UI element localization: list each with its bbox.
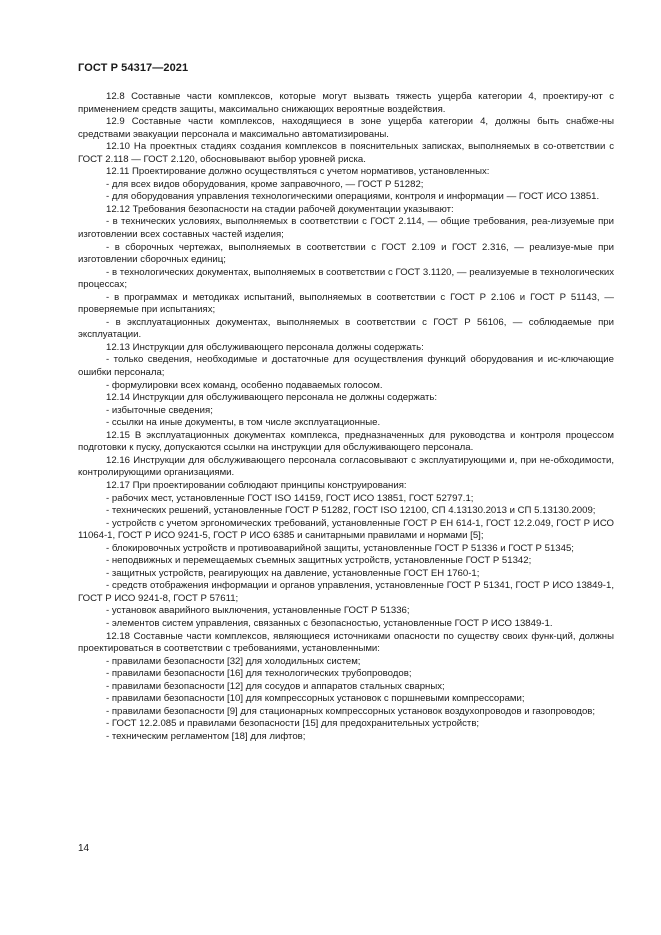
list-item: - рабочих мест, установленные ГОСТ ISO 14159, ГОСТ ИСО 13851, ГОСТ 52797.1; [106, 492, 474, 504]
list-item: - в сборочных чертежах, выполняемых в соответствии с ГОСТ 2.109 и ГОСТ 2.316, — реализуе-мые при изготовлении сборочных единиц; [78, 241, 614, 266]
list-item: - ГОСТ 12.2.085 и правилами безопасности [15] для предохранительных устройств; [106, 718, 480, 730]
list-item: - правилами безопасности [16] для технологических трубопроводов; [106, 668, 412, 680]
paragraph-12-17: 12.17 При проектировании соблюдают принципы конструирования: [106, 479, 407, 491]
paragraph-12-10: 12.10 На проектных стадиях создания комплексов в пояснительных записках, выполняемых в со-ответствии с ГОСТ 2.118 — ГОСТ 2.120, обосновывают выбор уровней риска. [78, 141, 614, 165]
paragraph-12-13: 12.13 Инструкции для обслуживающего персонала должны содержать: [106, 341, 424, 353]
list-item: - ссылки на иные документы, в том числе эксплуатационные. [106, 417, 381, 429]
list-item: - в технических условиях, выполняемых в соответствии с ГОСТ 2.114, — общие требования, реа-лизуемые при изготовлении всех составных частей изделия; [78, 216, 614, 241]
list-item: - элементов систем управления, связанных с безопасностью, установленные ГОСТ Р ИСО 13849-1. [106, 617, 553, 629]
list-item: - для оборудования управления технологическими операциями, контроля и информации — ГОСТ ИСО 13851. [106, 191, 600, 203]
list-item: - избыточные сведения; [106, 404, 213, 416]
paragraph-12-12: 12.12 Требования безопасности на стадии рабочей документации указывают: [106, 203, 454, 215]
page-number: 14 [78, 843, 90, 854]
list-item: - правилами безопасности [12] для сосудов и аппаратов стальных сварных; [106, 680, 445, 692]
list-item: - технических решений, установленные ГОСТ Р 51282, ГОСТ ISO 12100, СП 4.13130.2013 и СП 5.13130.2009; [106, 505, 596, 517]
paragraph-12-9: 12.9 Составные части комплексов, находящиеся в зоне ущерба категории 4, должны быть снабже-ны средствами эвакуации персонала и максимально автоматизированы. [78, 116, 614, 140]
list-item: - для всех видов оборудования, кроме заправочного, — ГОСТ Р 51282; [106, 178, 424, 190]
paragraph-12-18: 12.18 Составные части комплексов, являющиеся источниками опасности по существу своих функ-ций, должны проектироваться в соответствии с требованиями, установленными: [78, 630, 614, 655]
list-item: - техническим регламентом [18] для лифтов; [106, 730, 306, 742]
list-item: - устройств с учетом эргономических требований, установленные ГОСТ Р ЕН 614-1, ГОСТ 12.2.049, ГОСТ Р ИСО 11064-1, ГОСТ Р ИСО 9241-5, ГОСТ Р ИСО 6385 и санитарными правилами и нормами [5]; [78, 517, 614, 542]
paragraph-12-14: 12.14 Инструкции для обслуживающего персонала не должны содержать: [106, 392, 438, 404]
list-item: - в технологических документах, выполняемых в соответствии с ГОСТ 3.1120, — реализуемые в технологических процессах; [78, 266, 614, 291]
list-item: - в эксплуатационных документах, выполняемых в соответствии с ГОСТ Р 56106, — соблюдаемые при эксплуатации. [78, 316, 614, 341]
list-item: - в программах и методиках испытаний, выполняемых в соответствии с ГОСТ Р 2.106 и ГОСТ Р 51143, — проверяемые при испытаниях; [78, 291, 614, 316]
list-item: - правилами безопасности [10] для компрессорных установок с поршневыми компрессорами; [106, 693, 525, 705]
paragraph-12-8: 12.8 Составные части комплексов, которые могут вызвать тяжесть ущерба категории 4, проектиру-ют с применением средств защиты, максимально снижающих вероятные воздействия. [78, 91, 614, 115]
paragraph-12-11: 12.11 Проектирование должно осуществляться с учетом нормативов, установленных: [106, 166, 490, 178]
list-item: - правилами безопасности [32] для холодильных систем; [106, 655, 361, 667]
list-item: - правилами безопасности [9] для стационарных компрессорных установок воздухопроводов и газопроводов; [106, 705, 596, 717]
list-item: - формулировки всех команд, особенно подаваемых голосом. [106, 379, 383, 391]
list-item: - установок аварийного выключения, установленные ГОСТ Р 51336; [106, 605, 410, 617]
list-item: - защитных устройств, реагирующих на давление, установленные ГОСТ ЕН 1760-1; [106, 567, 480, 579]
list-item: - средств отображения информации и органов управления, установленные ГОСТ Р 51341, ГОСТ Р ИСО 13849-1, ГОСТ Р ИСО 9241-8, ГОСТ Р 57611; [78, 580, 614, 604]
paragraph-12-16: 12.16 Инструкции для обслуживающего персонала согласовывают с эксплуатирующими и, при не-обходимости, контролирующими организациями. [78, 454, 614, 479]
document-header: ГОСТ Р 54317—2021 [78, 62, 189, 74]
list-item: - только сведения, необходимые и достаточные для осуществления функций оборудования и ис-ключающие ошибки персонала; [78, 354, 614, 379]
list-item: - неподвижных и перемещаемых съемных защитных устройств, установленные ГОСТ Р 51342; [106, 555, 532, 567]
list-item: - блокировочных устройств и противоаварийной защиты, установленные ГОСТ Р 51336 и ГОСТ Р 51345; [106, 542, 574, 554]
document-body [78, 91, 614, 743]
paragraph-12-15: 12.15 В эксплуатационных документах комплекса, предназначенных для руководства и контроля процессом подготовки к пуску, допускаются ссылки на инструкции для обслуживающего персонала. [78, 429, 614, 454]
